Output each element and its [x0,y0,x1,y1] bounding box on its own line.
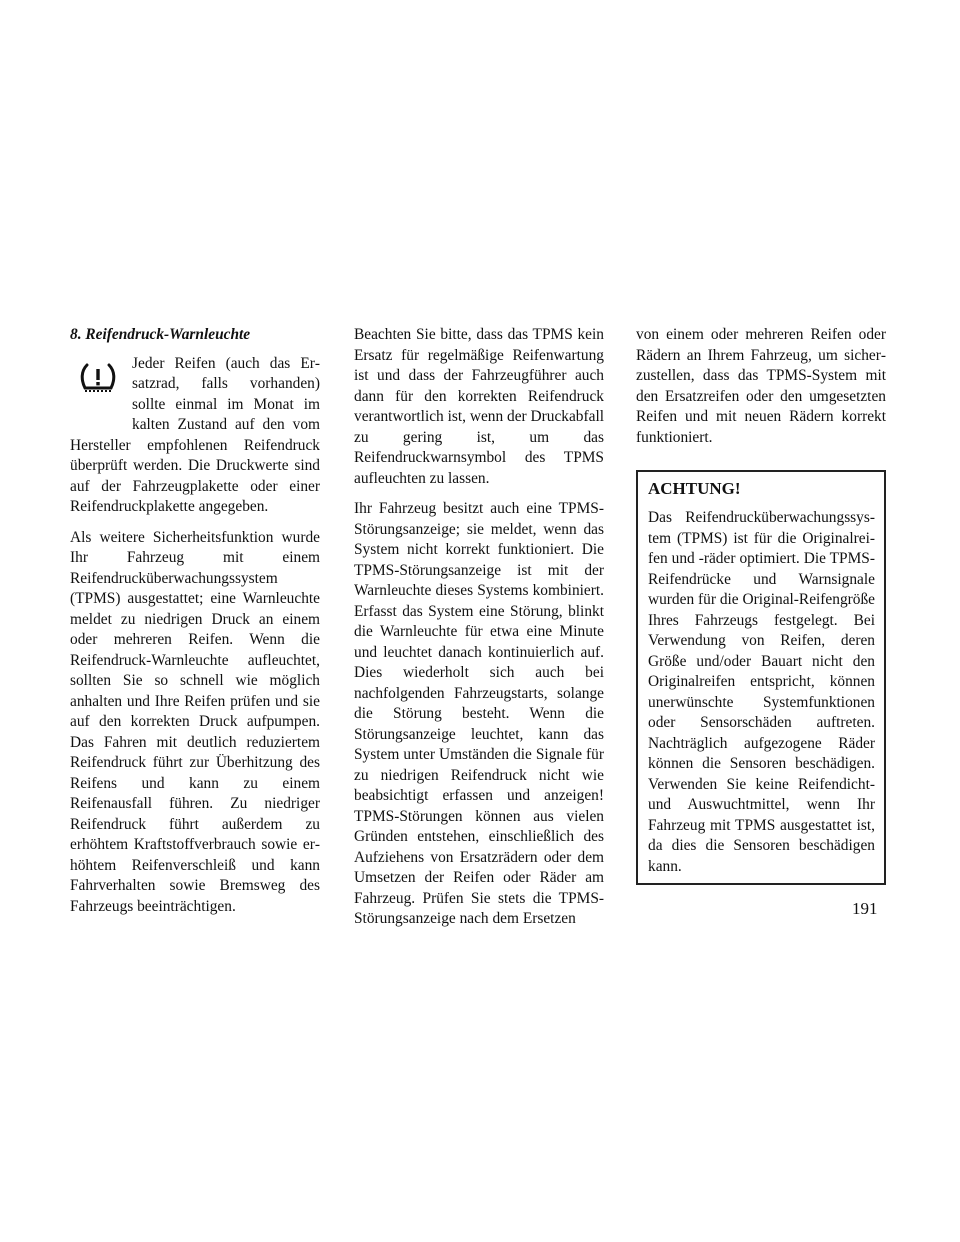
intro-block [70,354,320,528]
column-right [636,325,886,885]
column-middle [354,325,604,940]
paragraph-tpms-note: Beachten Sie bitte, dass das TPMS kein Ersatz für regelmäßige Reifenwartung ist und dass der Fahrzeugführer auch dann für den korrekten Reifendruck verantwortlich ist, wenn der Druckabfall zu gering ist, um das Reifendruckwarnsymbol des TPMS aufleuchten zu lassen. [354,326,605,487]
page-number: 191 [852,899,878,918]
tpms-warning-icon [70,354,132,436]
paragraph-continuation: von einem oder mehreren Reifen oder Rädern an Ihrem Fahrzeug, um sicherzustellen, dass das TPMS-System mit den Ersatzreifen oder den umgesetzten Reifen und mit neuen Rädern korrekt funktioniert. [636,326,886,446]
column-left [70,325,320,927]
section-heading: 8. Reifendruck-Warnleuchte [70,326,251,343]
paragraph-tpms-malfunction: Ihr Fahrzeug besitzt auch eine TPMS-Störungsanzeige; sie meldet, wenn das System nicht korrekt funktioniert. Die TPMS-Störungsanzeige ist mit der Warnleuchte dieses Systems kombiniert. Erfasst das System eine Störung, blinkt die Warnleuchte für etwa eine Minute und leuchtet danach kontinuierlich auf. Dies wiederholt sich auch bei nachfolgenden Fahrzeugstarts, solange die Störung besteht. Wenn die Störungsanzeige leuchtet, kann das System unter Umständen die Signale für zu niedrigen Reifendruck nicht wie beabsichtigt erfassen und anzeigen! TPMS-Störungen können aus vielen Gründen entstehen, einschließlich des Aufziehens von Ersatzrädern oder dem Umsetzen der Reifen oder Räder am Fahrzeug. Prüfen Sie stets die TPMS-Störungsanzeige nach dem Ersetzen [354,500,604,927]
warning-box [636,470,886,885]
warning-title: ACHTUNG! [648,479,741,498]
paragraph-tire-check: Jeder Reifen (auch das Ersatzrad, falls vorhanden) sollte einmal im Monat im kalten Zustand auf den vom Hersteller empfohlenen Reifendruck überprüft werden. Die Druckwerte sind auf der Fahrzeugplakette oder einer Reifendruckplakette angegeben. [70,354,320,515]
paragraph-tpms-function: Als weitere Sicherheitsfunktion wurde Ihr Fahrzeug mit einem Reifendrucküberwachungssystem (TPMS) ausgestattet; eine Warnleuchte meldet zu niedrigen Druck an einem oder mehreren Reifen. Wenn die Reifendruck-Warnleuchte aufleuchtet, sollten Sie so schnell wie möglich anhalten und Ihre Reifen prüfen und sie auf den korrekten Druck aufpumpen. Das Fahren mit deutlich reduziertem Reifendruck führt zur Überhitzung des Reifens und kann zu einem Reifenausfall führen. Zu niedriger Reifendruck führt außerdem zu erhöhtem Kraftstoffverbrauch sowie erhöhtem Reifenverschleiß und kann Fahrverhalten sowie Bremsweg des Fahrzeugs beeinträchtigen. [70,528,320,915]
warning-text: Das Reifendrucküberwachungssystem (TPMS) ist für die Originalreifen und -räder optimiert. Die TPMS-Reifendrücke und Warnsignale wurden für die Original-Reifengröße Ihres Fahrzeugs festgelegt. Bei Verwendung von Reifen, deren Größe und/oder Bauart nicht den Originalreifen entspricht, können unerwünschte Systemfunktionen oder Sensorschäden auftreten. Nachträglich aufgezogene Räder können die Sensoren beschädigen. Verwenden Sie keine Reifendicht- und Auswuchtmittel, wenn Ihr Fahrzeug mit TPMS ausgestattet ist, da dies die Sensoren beschädigen kann. [648,509,875,875]
